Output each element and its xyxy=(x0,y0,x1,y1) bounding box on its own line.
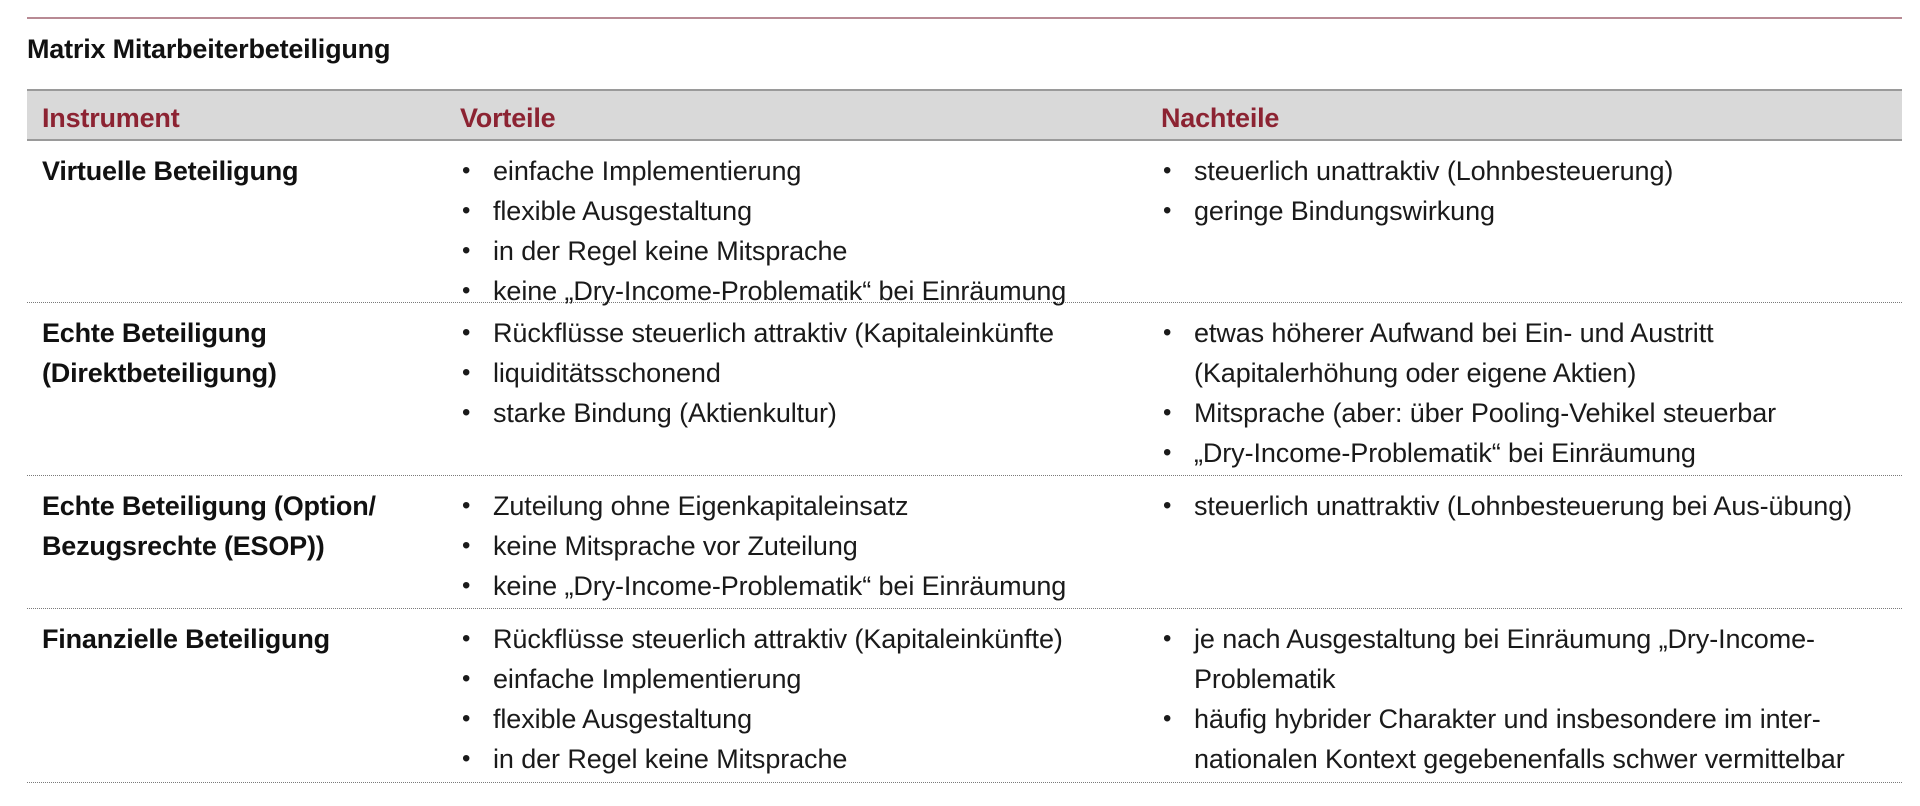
list-item: • keine „Dry-Income-Problematik“ bei Einräumung xyxy=(460,566,1150,606)
instrument-label: Echte Beteiligung xyxy=(42,318,267,348)
instrument-label-sub: Bezugsrechte (ESOP)) xyxy=(42,531,325,561)
list-item: • keine „Dry-Income-Problematik“ bei Einräumung xyxy=(460,271,1150,311)
list-item: • steuerlich unattraktiv (Lohnbesteuerung) xyxy=(1161,151,1901,191)
instrument-cell xyxy=(42,151,442,191)
nachteile-list xyxy=(1161,151,1901,231)
table-row xyxy=(27,141,1902,306)
list-item: • Mitsprache (aber: über Pooling-Vehikel steuerbar xyxy=(1161,393,1901,433)
vorteile-list xyxy=(460,151,1150,311)
table-row xyxy=(27,609,1902,783)
list-item: • je nach Ausgestaltung bei Einräumung „Dry-Income-Problematik xyxy=(1161,619,1901,699)
list-item: • liquiditätsschonend xyxy=(460,353,1150,393)
header-vorteile: Vorteile xyxy=(460,103,556,133)
list-item: • in der Regel keine Mitsprache xyxy=(460,231,1150,271)
header-nachteile: Nachteile xyxy=(1161,103,1280,133)
instrument-cell xyxy=(42,486,442,566)
list-item: • Rückflüsse steuerlich attraktiv (Kapitaleinkünfte xyxy=(460,313,1150,353)
instrument-label: Finanzielle Beteiligung xyxy=(42,624,330,654)
list-item: • geringe Bindungswirkung xyxy=(1161,191,1901,231)
list-item: • starke Bindung (Aktienkultur) xyxy=(460,393,1150,433)
instrument-cell xyxy=(42,619,442,659)
list-item: • häufig hybrider Charakter und insbesondere im inter-nationalen Kontext gegebenenfalls schwer vermittelbar xyxy=(1161,699,1901,779)
list-item: • Rückflüsse steuerlich attraktiv (Kapitaleinkünfte) xyxy=(460,619,1150,659)
table-row xyxy=(27,476,1902,609)
matrix-table xyxy=(27,89,1902,783)
list-item: • einfache Implementierung xyxy=(460,659,1150,699)
list-item: • einfache Implementierung xyxy=(460,151,1150,191)
instrument-label: Virtuelle Beteiligung xyxy=(42,156,299,186)
nachteile-list xyxy=(1161,486,1901,526)
table-row xyxy=(27,303,1902,476)
list-item: • flexible Ausgestaltung xyxy=(460,191,1150,231)
instrument-cell xyxy=(42,313,442,393)
nachteile-list xyxy=(1161,313,1901,473)
instrument-label: Echte Beteiligung (Option/ xyxy=(42,491,376,521)
vorteile-list xyxy=(460,486,1150,606)
list-item: • steuerlich unattraktiv (Lohnbesteuerung bei Aus-übung) xyxy=(1161,486,1901,526)
header-instrument: Instrument xyxy=(42,103,180,133)
nachteile-list xyxy=(1161,619,1901,779)
vorteile-list xyxy=(460,313,1150,433)
list-item: • keine Mitsprache vor Zuteilung xyxy=(460,526,1150,566)
list-item: • etwas höherer Aufwand bei Ein- und Austritt (Kapitalerhöhung oder eigene Aktien) xyxy=(1161,313,1901,393)
instrument-label-sub: (Direktbeteiligung) xyxy=(42,358,277,388)
list-item: • in der Regel keine Mitsprache xyxy=(460,739,1150,779)
list-item: • „Dry-Income-Problematik“ bei Einräumung xyxy=(1161,433,1901,473)
table-title: Matrix Mitarbeiterbeteiligung xyxy=(27,34,391,64)
list-item: • flexible Ausgestaltung xyxy=(460,699,1150,739)
table-header xyxy=(27,89,1902,141)
vorteile-list xyxy=(460,619,1150,779)
list-item: • Zuteilung ohne Eigenkapitaleinsatz xyxy=(460,486,1150,526)
top-rule xyxy=(27,17,1902,19)
